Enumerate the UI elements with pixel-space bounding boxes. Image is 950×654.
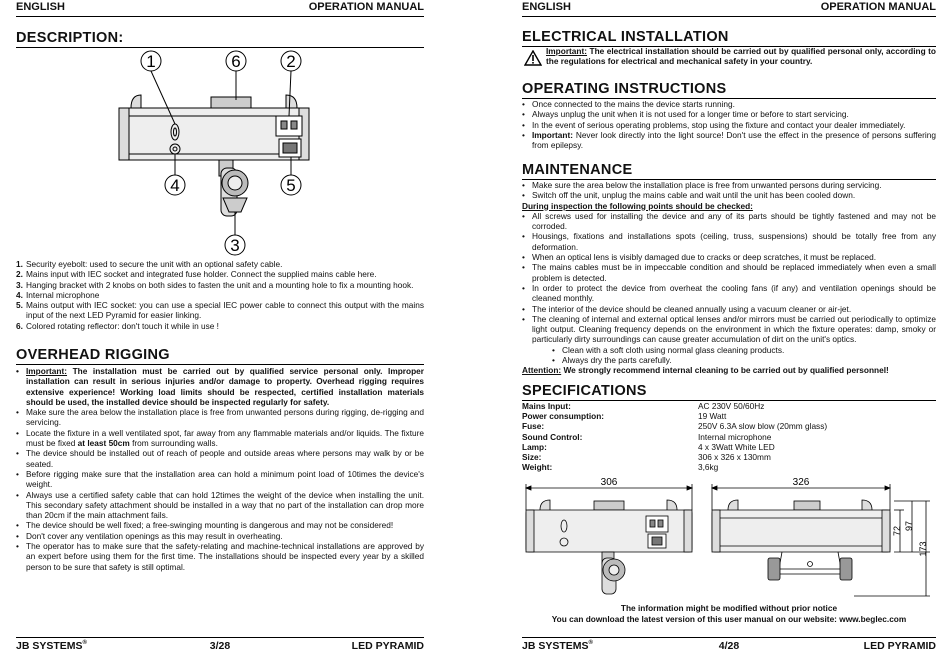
electrical-important: Important: The electrical installation should be carried out by qualified personal only, according to the regulations for electrical and mechanical safety in your country. (546, 46, 936, 67)
header-title: OPERATION MANUAL (308, 1, 424, 13)
rigging-list (16, 366, 424, 572)
maintenance-heading: MAINTENANCE (522, 162, 936, 180)
operating-list (522, 99, 936, 150)
notice-line-1: The information might be modified without prior notice (620, 603, 838, 613)
list-item: • Locate the fixture in a well ventilated spot, far away from any flammable materials and/or liquids. The fixture must be fixed at least 50cm from surrounding walls. (16, 428, 424, 449)
footer-brand: JB SYSTEMS® (16, 640, 87, 652)
specifications-heading: SPECIFICATIONS (522, 383, 936, 401)
footer-product: LED PYRAMID (863, 640, 936, 652)
list-item: • Make sure the area below the installation place is free from unwanted persons during rigging, de-rigging and servicing. (16, 407, 424, 428)
list-item: • Always unplug the unit when it is not used for a longer time or before to start servicing. (522, 109, 936, 119)
list-item: • The operator has to make sure that the safety-relating and machine-technical installations are approved by an expert before using them for the first time. The installations should be inspected every year by a skilled person to be sure that safety is still optimal. (16, 541, 424, 572)
dim-height-72: 72 (892, 525, 902, 537)
list-item: • The device should be installed out of reach of people and outside areas where persons may walk by or be seated. (16, 448, 424, 469)
inspection-heading: During inspection the following points should be checked: (522, 200, 753, 211)
dimension-drawings (522, 474, 936, 600)
footer-page-number: 3/28 (209, 640, 231, 652)
list-item: 5. Mains output with IEC socket: you can use a special IEC power cable to connect this output with the mains input of the next LED Pyramid for easier linking. (16, 300, 424, 321)
footer-brand: JB SYSTEMS® (522, 640, 593, 652)
callout-2: 2 (286, 52, 296, 71)
list-item: • Housings, fixations and installations spots (ceiling, truss, suspensions) should be totally free from any deformation. (522, 231, 936, 252)
list-item: • When an optical lens is visibly damaged due to cracks or deep scratches, it must be replaced. (522, 252, 936, 262)
list-item: • In the event of serious operating problems, stop using the fixture and contact your dealer immediately. (522, 120, 936, 130)
dim-side-width: 326 (792, 477, 810, 488)
attention-note: Attention: We strongly recommend internal cleaning to be carried out by qualified personnel! (522, 365, 889, 376)
rigging-heading: OVERHEAD RIGGING (16, 347, 424, 365)
footer-product: LED PYRAMID (351, 640, 424, 652)
list-item: • Always use a certified safety cable that can hold 12times the weight of the device when installing the unit. This secondary safety attachment should be installed in a way that no part of the installation can drop more than 20cm if the main attachment fails. (16, 490, 424, 521)
list-item: • Once connected to the mains the device starts running. (522, 99, 936, 109)
callout-6: 6 (231, 52, 241, 71)
callout-1: 1 (146, 52, 156, 71)
specifications-table (522, 401, 936, 472)
header-language: ENGLISH (522, 1, 571, 13)
list-item: 6. Colored rotating reflector: don't touch it while in use ! (16, 320, 219, 331)
list-item: 4. Internal microphone (16, 289, 100, 300)
callout-4: 4 (170, 176, 180, 195)
list-item: • Important: The installation must be carried out by qualified service personal only. Improper installation can result in serious injuries and/or damage to property. Overhead rigging requires extensive experience! Working load limits should be respected, certified installation materials should be used, the installed device should be inspected regularly for safety. (16, 366, 424, 407)
notice (522, 603, 936, 624)
spec-row: Weight: 3,6kg (522, 462, 719, 473)
notice-line-2: You can download the latest version of this user manual on our website: www.beglec.com (551, 613, 907, 624)
description-heading: DESCRIPTION: (16, 30, 424, 48)
list-item: • Make sure the area below the installation place is free from unwanted persons during servicing. (522, 180, 936, 190)
dim-front-width: 306 (600, 477, 618, 488)
list-item: • Always dry the parts carefully. (552, 355, 936, 365)
maintenance-list (522, 180, 936, 376)
dim-height-97: 97 (904, 520, 914, 532)
header-title: OPERATION MANUAL (820, 1, 936, 13)
list-item: • Switch off the unit, unplug the mains cable and wait until the unit has been cooled down. (522, 190, 936, 200)
warning-icon (524, 50, 542, 66)
list-item: • The mains cables must be in impeccable condition and should be replaced immediately when even a small problem is detected. (522, 262, 936, 283)
list-item: 1. Security eyebolt: used to secure the unit with an optional safety cable. (16, 259, 283, 269)
operating-heading: OPERATING INSTRUCTIONS (522, 81, 936, 99)
page-header (522, 0, 936, 17)
callout-5: 5 (286, 176, 296, 195)
spec-row: Sound Control: Internal microphone (522, 431, 772, 442)
list-item: • The device should be well fixed; a free-swinging mounting is dangerous and may not be considered! (16, 520, 424, 530)
list-item: • All screws used for installing the device and any of its parts should be tightly fastened and may not be corroded. (522, 211, 936, 232)
dim-height-173: 173 (918, 541, 928, 557)
spec-row: Mains Input: AC 230V 50/60Hz (522, 401, 765, 411)
header-language: ENGLISH (16, 1, 65, 13)
spec-row: Fuse: 250V 6.3A slow blow (20mm glass) (522, 421, 828, 432)
page-footer (16, 637, 424, 654)
page-header (16, 0, 424, 17)
device-diagram (111, 50, 326, 260)
list-item: • Before rigging make sure that the installation area can hold a minimum point load of 10times the device's weight. (16, 469, 424, 490)
list-item: • Clean with a soft cloth using normal glass cleaning products. (552, 345, 936, 355)
list-item: • Don't cover any ventilation openings as this may result in overheating. (16, 531, 424, 541)
spec-row: Size: 306 x 326 x 130mm (522, 452, 771, 463)
list-item: 2. Mains input with IEC socket and integrated fuse holder. Connect the supplied mains cable here. (16, 269, 377, 280)
callout-3: 3 (230, 236, 240, 255)
list-item: • The interior of the device should be cleaned annually using a vacuum cleaner or air-jet. (522, 304, 936, 314)
spec-row: Lamp: 4 x 3Watt White LED (522, 441, 775, 452)
list-item: • Important: Never look directly into the light source! Don't use the effect in the presence of persons suffering from epilepsy. (522, 130, 936, 151)
electrical-heading: ELECTRICAL INSTALLATION (522, 29, 936, 47)
list-item: 3. Hanging bracket with 2 knobs on both sides to fasten the unit and a mounting hole to fix a mounting hook. (16, 279, 414, 290)
footer-page-number: 4/28 (718, 640, 740, 652)
left-page (16, 0, 424, 654)
description-list (16, 259, 424, 331)
right-page (522, 0, 936, 654)
spec-row: Power consumption: 19 Watt (522, 411, 727, 422)
page-footer (522, 637, 936, 654)
list-item: • In order to protect the device from overheat the cooling fans (if any) and ventilation openings should be cleaned monthly. (522, 283, 936, 304)
list-item: • The cleaning of internal and external optical lenses and/or mirrors must be carried out periodically to optimize light output. Cleaning frequency depends on the environment in which the fixture operates: damp, smoky or particularly dirty surroundings can cause greater accumulation of dirt on the unit's optics. (522, 314, 936, 345)
